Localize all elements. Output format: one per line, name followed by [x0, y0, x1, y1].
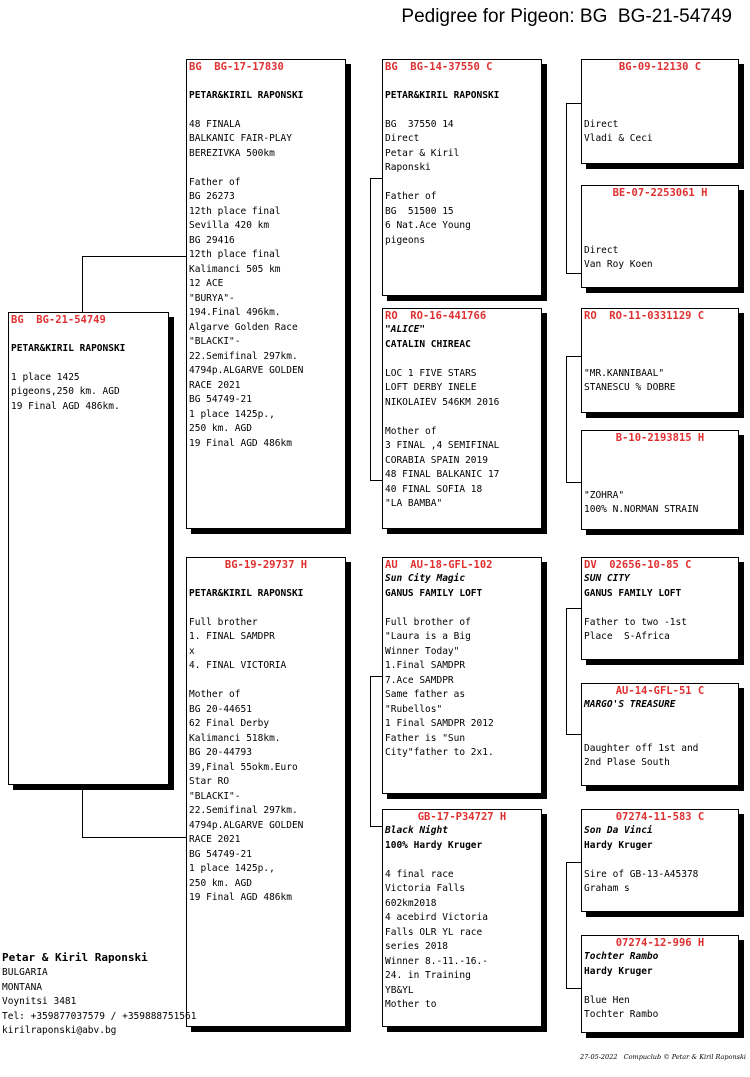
ring-number: 07274-11-583 C [615, 811, 705, 823]
info-line: Same father as [385, 689, 466, 700]
connector [566, 103, 581, 104]
info-line: Hardy Kruger [584, 965, 653, 977]
info-line: 4 acebird Victoria [385, 912, 488, 923]
info-line: Son Da Vinci [584, 825, 653, 836]
spacer [584, 103, 736, 118]
connector [566, 862, 567, 988]
info-line: Direct [584, 118, 619, 130]
spacer [385, 601, 539, 616]
info-line: Full brother of [385, 616, 471, 628]
spacer [189, 74, 343, 89]
connector [566, 482, 581, 483]
spacer [584, 74, 736, 89]
spacer [11, 327, 166, 342]
info-line: 12th place final [189, 205, 281, 217]
info-line: Victoria Falls [385, 883, 466, 894]
owner-region: MONTANA [2, 981, 43, 993]
info-line: series 2018 [385, 941, 448, 952]
info-line: City"father to 2x1. [385, 747, 494, 758]
info-line: Mother of [385, 425, 437, 437]
spacer [189, 103, 343, 118]
info-line: 22.Semifinal 297km. [189, 350, 298, 362]
pigeon-card-dam-dam[interactable] [382, 809, 542, 1027]
spacer [584, 727, 736, 742]
info-line: BG 54749-21 [189, 394, 252, 405]
connector [566, 356, 581, 357]
info-line: BG 29416 [189, 234, 235, 246]
info-line: Full brother [189, 616, 258, 628]
info-line: 100% N.NORMAN STRAIN [584, 504, 699, 515]
spacer [584, 352, 736, 367]
info-line: 19 Final AGD 486km. [11, 400, 120, 412]
page-title: Pedigree for Pigeon: BG BG-21-54749 [401, 6, 732, 27]
info-line: Black Night [385, 825, 448, 836]
info-line: Algarve Golden Race [189, 321, 298, 333]
info-line: Direct [584, 244, 619, 256]
info-line: GANUS FAMILY LOFT [385, 587, 483, 599]
info-line: 12th place final [189, 249, 281, 260]
info-line: 100% Hardy Kruger [385, 839, 483, 851]
info-line: Raponski [385, 162, 431, 173]
owner-address: Voynitsi 3481 [2, 996, 77, 1007]
pigeon-card-sire[interactable] [186, 59, 346, 529]
info-line: Father is "Sun [385, 732, 466, 744]
ring-number: BG BG-21-54749 [11, 314, 106, 326]
ring-number: RO RO-11-0331129 C [584, 310, 705, 322]
ring-number: DV 02656-10-85 C [584, 559, 692, 571]
info-line: Direct [385, 133, 420, 144]
info-line: Winner Today" [385, 645, 460, 657]
connector [82, 256, 188, 257]
info-line: BG 26273 [189, 191, 235, 202]
info-line: LOC 1 FIVE STARS [385, 367, 477, 379]
info-line: CATALIN CHIREAC [385, 338, 471, 350]
connector [566, 273, 581, 274]
spacer [189, 161, 343, 176]
info-line: Place S-Africa [584, 631, 670, 642]
pigeon-card-dsd[interactable] [581, 683, 739, 786]
info-line: 1 place 1425p., [189, 863, 275, 874]
info-line: pigeons [385, 234, 426, 246]
info-line: Graham s [584, 883, 630, 894]
connector [566, 862, 581, 863]
info-line: 48 FINAL BALKANIC 17 [385, 469, 500, 480]
pigeon-card-ddd[interactable] [581, 935, 739, 1033]
info-line: "BLACKI"- [189, 336, 241, 347]
info-line: 24. in Training [385, 970, 471, 981]
info-line: 194.Final 496km. [189, 307, 281, 318]
info-line: Falls OLR YL race [385, 926, 483, 938]
info-line: RACE 2021 [189, 379, 241, 391]
info-line: 62 Final Derby [189, 718, 270, 729]
spacer [584, 215, 736, 230]
info-line: 1 place 1425 [11, 371, 80, 383]
info-line: LOFT DERBY INELE [385, 382, 477, 393]
info-line: x [189, 645, 195, 657]
info-line: MARGO'S TREASURE [584, 699, 676, 710]
info-line: 1 Final SAMDPR 2012 [385, 718, 494, 729]
connector [566, 608, 581, 609]
connector [82, 837, 188, 838]
info-line: Mother of [189, 689, 241, 700]
info-line: "ALICE" [385, 324, 426, 335]
info-line: 19 Final AGD 486km [189, 892, 292, 903]
connector [370, 178, 371, 480]
info-line: 2nd Plase South [584, 757, 670, 768]
info-line: Sun City Magic [385, 573, 466, 584]
info-line: Tochter Rambo [584, 1009, 659, 1020]
owner-country: BULGARIA [2, 967, 48, 978]
info-line: YB&YL [385, 984, 414, 996]
spacer [584, 89, 736, 104]
spacer [584, 474, 736, 489]
info-line: Father to two -1st [584, 616, 687, 628]
info-line: Tochter Rambo [584, 951, 659, 962]
info-line: pigeons,250 km. AGD [11, 386, 120, 397]
info-line: Kalimanci 518km. [189, 732, 281, 744]
info-line: BG 37550 14 [385, 118, 454, 130]
ring-number: AU AU-18-GFL-102 [385, 559, 493, 571]
connector [566, 103, 567, 273]
spacer [385, 103, 539, 118]
info-line: 6 Nat.Ace Young [385, 220, 471, 231]
info-line: Sevilla 420 km [189, 220, 270, 231]
info-line: "LA BAMBA" [385, 498, 443, 509]
spacer [584, 853, 736, 868]
spacer [385, 176, 539, 191]
spacer [189, 572, 343, 587]
connector [82, 256, 83, 313]
ring-number: GB-17-P34727 H [417, 811, 507, 823]
info-line: Father of [189, 176, 241, 188]
info-line: Daughter off 1st and [584, 742, 699, 754]
connector [566, 356, 567, 482]
owner-phone: Tel: +359877037579 / +359888751561 [2, 1010, 197, 1022]
connector [370, 676, 371, 826]
ring-number: AU-14-GFL-51 C [615, 685, 705, 697]
spacer [584, 445, 736, 460]
ring-number: BE-07-2253061 H [612, 187, 708, 199]
info-line: "BLACKI"- [189, 790, 241, 802]
spacer [584, 229, 736, 244]
info-line: 19 Final AGD 486km [189, 437, 292, 449]
footer-credit: 27-05-2022 Compuclub © Petar & Kiril Raponski [579, 1053, 746, 1061]
info-line: 1.Final SAMDPR [385, 660, 466, 671]
info-line: BG 20-44793 [189, 747, 252, 758]
info-line: 602km2018 [385, 897, 437, 909]
spacer [385, 853, 539, 868]
spacer [11, 356, 166, 371]
pigeon-card-subject[interactable] [8, 312, 169, 785]
spacer [584, 338, 736, 353]
connector [566, 608, 567, 734]
info-line: PETAR&KIRIL RAPONSKI [189, 587, 304, 599]
info-line: 7.Ace SAMDPR [385, 674, 454, 686]
spacer [584, 460, 736, 475]
info-line: BG 20-44651 [189, 703, 252, 715]
spacer [385, 74, 539, 89]
pigeon-card-sire-sire[interactable] [382, 59, 542, 296]
info-line: "BURYA"- [189, 292, 235, 304]
info-line: CORABIA SPAIN 2019 [385, 454, 488, 466]
info-line: Vladi & Ceci [584, 133, 653, 144]
ring-number: RO RO-16-441766 [385, 310, 487, 322]
pigeon-card-sds[interactable] [581, 308, 739, 413]
info-line: NIKOLAIEV 546KM 2016 [385, 396, 500, 408]
info-line: 250 km. AGD [189, 423, 252, 434]
info-line: PETAR&KIRIL RAPONSKI [385, 89, 500, 101]
spacer [584, 200, 736, 215]
info-line: SUN CITY [584, 573, 630, 584]
info-line: 1 place 1425p., [189, 408, 275, 420]
info-line: GANUS FAMILY LOFT [584, 587, 682, 599]
connector [566, 988, 581, 989]
ring-number: BG-19-29737 H [224, 559, 308, 571]
info-line: 39,Final 55okm.Euro [189, 761, 298, 773]
ring-number: BG-09-12130 C [618, 61, 702, 73]
pigeon-card-sdd[interactable] [581, 430, 739, 530]
pigeon-card-dam-sire[interactable] [382, 557, 542, 794]
info-line: 22.Semifinal 297km. [189, 805, 298, 816]
info-line: BG 54749-21 [189, 848, 252, 860]
owner-info [2, 950, 196, 1039]
info-line: 4794p.ALGARVE GOLDEN [189, 365, 304, 376]
info-line: BALKANIC FAIR-PLAY [189, 133, 292, 144]
ring-number: 07274-12-996 H [615, 937, 705, 949]
spacer [584, 713, 736, 728]
spacer [584, 601, 736, 616]
pigeon-card-dam[interactable] [186, 557, 346, 1027]
info-line: 1. FINAL SAMDPR [189, 631, 275, 642]
spacer [584, 979, 736, 994]
info-line: Petar & Kiril [385, 147, 460, 159]
info-line: Hardy Kruger [584, 839, 653, 851]
info-line: Star RO [189, 776, 230, 787]
info-line: 4794p.ALGARVE GOLDEN [189, 819, 304, 831]
info-line: Father of [385, 191, 437, 202]
info-line: 250 km. AGD [189, 877, 252, 889]
info-line: PETAR&KIRIL RAPONSKI [11, 342, 126, 354]
pigeon-card-sire-dam[interactable] [382, 308, 542, 529]
info-line: Sire of GB-13-A45378 [584, 868, 699, 880]
spacer [385, 352, 539, 367]
connector [566, 734, 581, 735]
info-line: "Rubellos" [385, 703, 443, 715]
info-line: STANESCU % DOBRE [584, 382, 676, 393]
info-line: BG 51500 15 [385, 205, 454, 217]
info-line: 40 FINAL SOFIA 18 [385, 483, 483, 495]
info-line: 4. FINAL VICTORIA [189, 660, 287, 671]
info-line: "ZOHRA" [584, 489, 625, 501]
info-line: BEREZIVKA 500km [189, 147, 275, 159]
spacer [189, 601, 343, 616]
info-line: "Laura is a Big [385, 631, 471, 642]
info-line: 12 ACE [189, 278, 224, 289]
pigeon-card-sss[interactable] [581, 59, 739, 164]
info-line: "MR.KANNIBAAL" [584, 367, 665, 379]
pigeon-card-dds[interactable] [581, 809, 739, 912]
owner-email: kirilraponski@abv.bg [2, 1025, 117, 1036]
info-line: Kalimanci 505 km [189, 263, 281, 275]
spacer [584, 323, 736, 338]
pigeon-card-ssd[interactable] [581, 185, 739, 288]
info-line: Blue Hen [584, 994, 630, 1006]
info-line: Van Roy Koen [584, 259, 653, 270]
ring-number: BG BG-17-17830 [189, 61, 284, 73]
info-line: Mother to [385, 999, 437, 1010]
spacer [385, 410, 539, 425]
info-line: RACE 2021 [189, 834, 241, 845]
info-line: 48 FINALA [189, 118, 241, 130]
pigeon-card-dss[interactable] [581, 557, 739, 660]
ring-number: BG BG-14-37550 C [385, 61, 493, 73]
info-line: PETAR&KIRIL RAPONSKI [189, 89, 304, 101]
connector [82, 784, 83, 837]
spacer [189, 674, 343, 689]
owner-name: Petar & Kiril Raponski [2, 951, 148, 964]
info-line: Winner 8.-11.-16.- [385, 955, 488, 967]
info-line: 4 final race [385, 868, 454, 880]
info-line: 3 FINAL ,4 SEMIFINAL [385, 440, 500, 451]
ring-number: B-10-2193815 H [615, 432, 705, 444]
